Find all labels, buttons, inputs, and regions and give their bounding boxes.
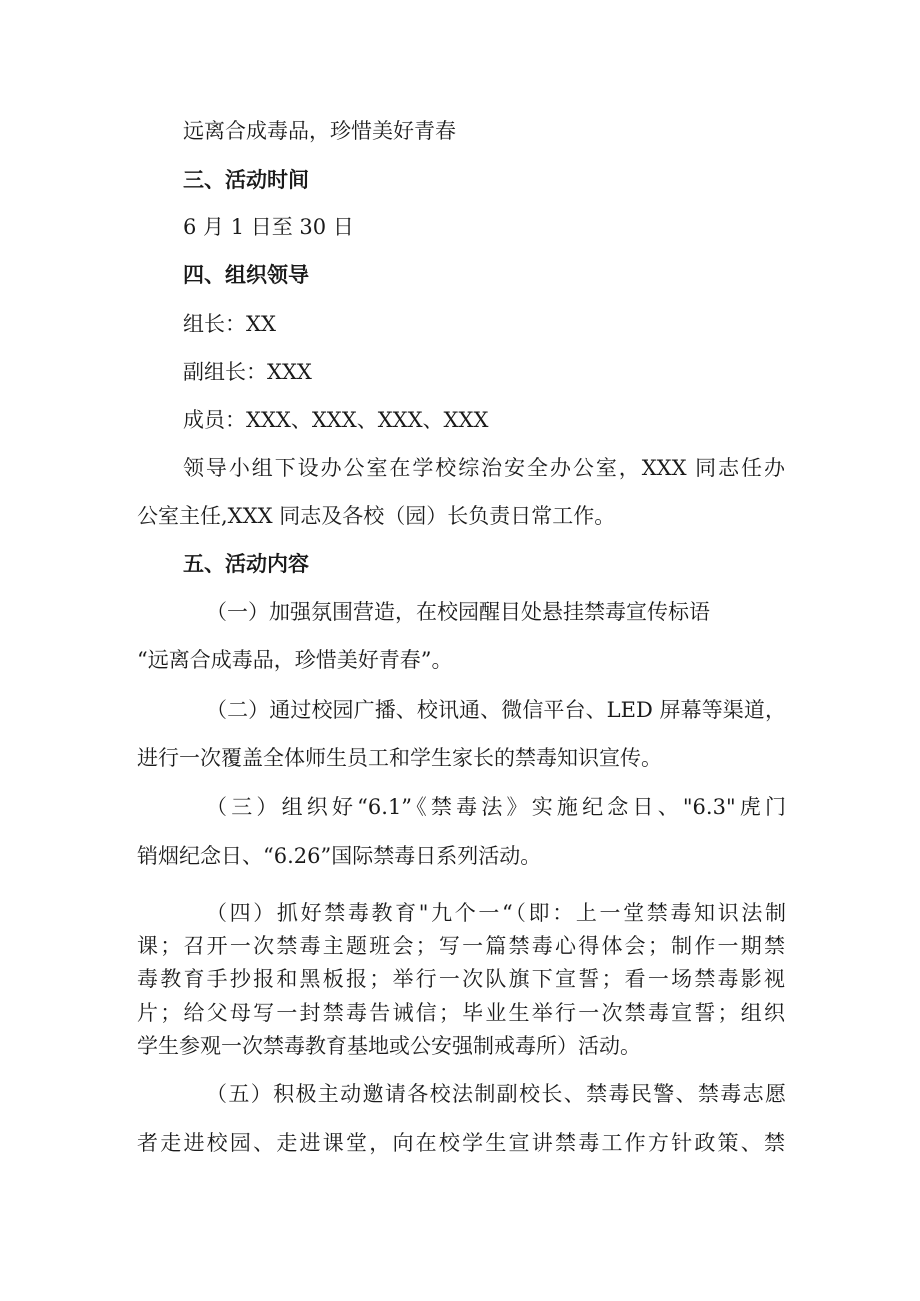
item4-line: 学生参观一次禁毒教育基地或公安强制戒毒所）活动。 [137,1034,641,1058]
item4-line: 片；给父母写一封禁毒告诫信；毕业生举行一次禁毒宣誓；组织 [137,1001,785,1025]
item3-line: 销烟纪念日、“6.26”国际禁毒日系列活动。 [137,844,542,868]
vice-leader-text: 副组长：XXX [183,360,312,384]
item2-line: 进行一次覆盖全体师生员工和学生家长的禁毒知识宣传。 [137,746,662,770]
office-paragraph-line: 公室主任,XXX 同志及各校（园）长负责日常工作。 [137,504,616,528]
item1-line: （一）加强氛围营造，在校园醒目处悬挂禁毒宣传标语 [206,600,710,624]
office-paragraph-line: 领导小组下设办公室在学校综治安全办公室，XXX 同志任办 [183,456,785,480]
item2-line: （二）通过校园广播、校讯通、微信平台、LED 屏幕等渠道， [206,698,786,722]
section3-heading: 三、活动时间 [183,168,309,192]
slogan-text: 远离合成毒品，珍惜美好青春 [183,119,456,143]
item1-line: “远离合成毒品，珍惜美好青春”。 [137,648,453,672]
activity-time-text: 6 月 1 日至 30 日 [183,215,354,239]
item4-line: 课；召开一次禁毒主题班会；写一篇禁毒心得体会；制作一期禁 [137,934,785,958]
item4-line: （四）抓好禁毒教育"九个一“（即：上一堂禁毒知识法制 [206,901,786,925]
section4-heading: 四、组织领导 [183,263,309,287]
item5-line: （五）积极主动邀请各校法制副校长、禁毒民警、禁毒志愿 [206,1082,786,1106]
item4-line: 毒教育手抄报和黑板报；举行一次队旗下宣誓；看一场禁毒影视 [137,967,785,991]
item5-line: 者走进校园、走进课堂，向在校学生宣讲禁毒工作方针政策、禁 [137,1131,785,1155]
section5-heading: 五、活动内容 [183,552,309,576]
members-text: 成员：XXX、XXX、XXX、XXX [183,408,489,432]
leader-text: 组长：XX [183,312,276,336]
item3-line: （三）组织好“6.1”《禁毒法》实施纪念日、"6.3"虎门 [206,795,786,819]
